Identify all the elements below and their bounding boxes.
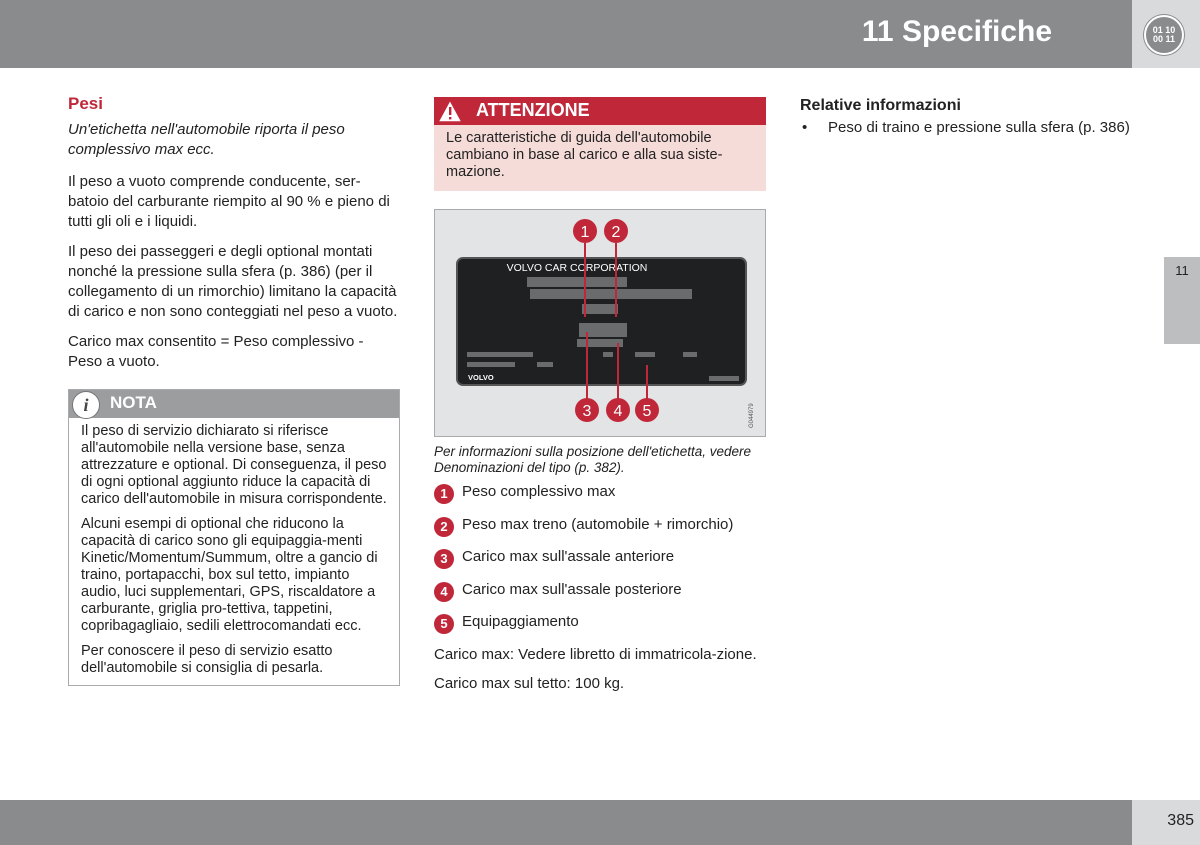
related-info-section xyxy=(800,97,1130,138)
note-paragraph: Alcuni esempi di optional che riducono la capacità di carico sono gli equipaggia-menti Kinetic/Momentum/Summum, oltre a gancio di traino, portapacchi, box sul tetto, impianto audio, luci supplementari, GPS, riscaldatore a carburante, griglia pro-tettiva, tappetini, copribagagliaio, sedili elettrocomandati ecc. xyxy=(81,516,378,634)
weights-section xyxy=(68,94,400,686)
number-badge: 5 xyxy=(434,614,454,634)
plate-line xyxy=(603,352,613,357)
list-item xyxy=(434,612,766,632)
paragraph: Carico max: Vedere libretto di immatricola-zione. xyxy=(434,645,757,663)
list-item-text: Peso max treno (automobile + rimorchio) xyxy=(462,515,734,533)
page-number-box xyxy=(1132,800,1200,845)
plate-line xyxy=(537,362,553,367)
figure-code: G044979 xyxy=(749,403,755,428)
page-number: 385 xyxy=(1167,812,1194,829)
related-info-title: Relative informazioni xyxy=(800,97,961,114)
warning-box xyxy=(434,97,766,191)
warning-label: ATTENZIONE xyxy=(476,100,590,120)
warning-text: Le caratteristiche di guida dell'automobile cambiano in base al carico e alla sua siste-mazione. xyxy=(446,130,723,180)
plate-line xyxy=(577,339,623,347)
list-item xyxy=(434,580,766,600)
list-item-text: Equipaggiamento xyxy=(462,613,579,630)
vehicle-label-illustration xyxy=(435,210,765,436)
diagram-caption: Per informazioni sulla posizione dell'etichetta, vedere Denominazioni del tipo (p. 382). xyxy=(434,444,751,475)
paragraph: Il peso a vuoto comprende conducente, ser-batoio del carburante riempito al 90 % e pieno di tutti gli oli e i liquidi. xyxy=(68,173,390,230)
chapter-icon-box xyxy=(1132,0,1200,68)
volvo-logo-text: VOLVO xyxy=(468,373,494,382)
page-footer xyxy=(0,800,1132,845)
warning-triangle-icon xyxy=(437,99,463,123)
callout-2-label: 2 xyxy=(611,224,621,241)
callout-4-label: 4 xyxy=(613,403,623,420)
note-paragraph: Per conoscere il peso di servizio esatto dell'automobile si consiglia di pesarla. xyxy=(81,643,333,676)
info-icon: i xyxy=(72,391,100,419)
list-item-text: Carico max sull'assale anteriore xyxy=(462,548,675,565)
plate-line xyxy=(530,289,692,299)
number-badge: 3 xyxy=(434,549,454,569)
side-tab-label: 11 xyxy=(1175,263,1189,278)
warning-header xyxy=(434,97,766,125)
list-item xyxy=(434,515,766,535)
paragraph: Il peso dei passeggeri e degli optional montati nonché la pressione sulla sfera (p. 386) (per il collegamento di un rimorchio) limitano la capacità di carico e non sono conteggiati nel peso a vuoto. xyxy=(68,243,398,320)
note-paragraph: Il peso di servizio dichiarato si riferisce all'automobile nella versione base, senza attrezzature e optional. Di conseguenza, il peso di ogni optional aggiunto riduce la capacità di carico dell'automobile in misura corrispondente. xyxy=(81,423,387,507)
related-link-text: Peso di traino e pressione sulla sfera (p. 386) xyxy=(828,119,1130,136)
note-label: NOTA xyxy=(110,393,157,412)
note-body xyxy=(69,418,399,685)
plate-line xyxy=(683,352,697,357)
number-badge: 4 xyxy=(434,582,454,602)
section-intro: Un'etichetta nell'automobile riporta il peso complessivo max ecc. xyxy=(68,121,345,158)
plate-line xyxy=(582,304,618,314)
list-item-text: Peso complessivo max xyxy=(462,483,616,500)
plate-line xyxy=(635,352,655,357)
plate-line xyxy=(527,277,627,287)
specifications-chapter-icon xyxy=(1144,15,1184,55)
list-item xyxy=(434,547,766,567)
related-link[interactable] xyxy=(800,118,1130,138)
page-header xyxy=(0,0,1132,68)
number-badge: 1 xyxy=(434,484,454,504)
chapter-title: 11 Specifiche xyxy=(861,15,1052,48)
plate-text: VOLVO CAR CORPORATION xyxy=(506,262,648,274)
number-badge: 2 xyxy=(434,517,454,537)
plate-line xyxy=(709,376,739,381)
note-box xyxy=(68,389,400,686)
callout-1-label: 1 xyxy=(580,224,590,241)
plate-line xyxy=(467,362,515,367)
chapter-side-tab[interactable] xyxy=(1164,257,1200,344)
label-diagram xyxy=(434,209,766,437)
list-item xyxy=(434,482,766,502)
paragraph: Carico max consentito = Peso complessivo - Peso a vuoto. xyxy=(68,333,364,370)
note-header xyxy=(69,390,399,418)
plate-line xyxy=(467,352,533,357)
callout-3-label: 3 xyxy=(582,403,592,420)
icon-line-2: 00 11 xyxy=(1152,34,1176,44)
icon-line-1: 01 10 xyxy=(1152,25,1176,35)
label-section xyxy=(434,97,766,703)
section-title: Pesi xyxy=(68,94,103,113)
list-item-text: Carico max sull'assale posteriore xyxy=(462,580,682,598)
bullet-icon: • xyxy=(802,119,808,136)
paragraph: Carico max sul tetto: 100 kg. xyxy=(434,674,625,692)
callout-5-label: 5 xyxy=(642,403,652,420)
